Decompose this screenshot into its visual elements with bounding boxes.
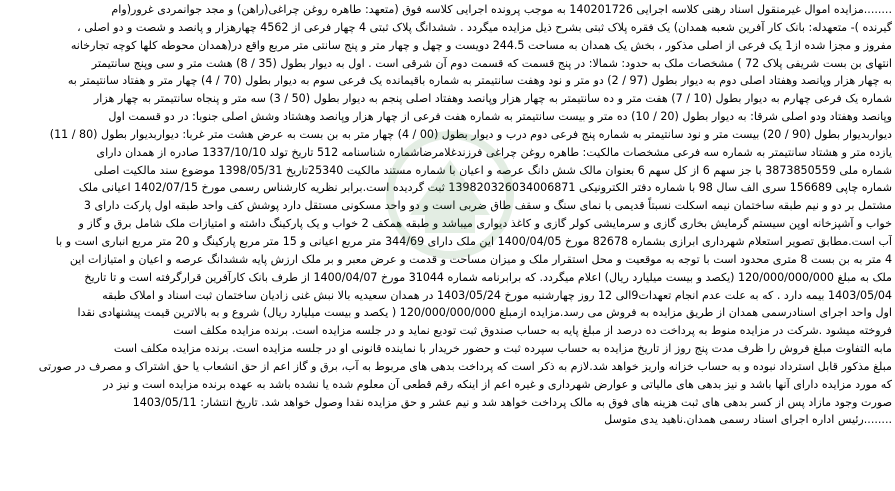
notice-line-24: ........رئیس اداره اجرای اسناد رسمی همدان.ناهید یدی متوسل: [604, 413, 892, 427]
notice-line-4: انتهای بن بست شریفی پلاک 72 ) مشخصات ملک به حدود: شمالا: در پنج قسمت که قسمت دوم آن شرقی است . اول به دیوار بطول (35 / 8) هشت متر و سی وپنج سانتیمتر: [91, 56, 892, 70]
notice-line-20: مابه التفاوت مبلغ فروش را ظرف مدت پنج روز از تاریخ مزایده به حساب سپرده ثبت و حضور خریدار با نماینده قانونی او در جلسه مزایده است. برنده مزایده مکلف است: [113, 342, 892, 356]
notice-line-14: آب است.مطابق تصویر استعلام شهرداری ابرازی بشماره 82678 مورخ 1400/04/05 این ملک دارای 344/69 متر مربع اعیانی و 15 متر مربع پارکینگ و 20 متر مربع انباری است و با: [55, 234, 892, 248]
notice-line-23: صورت وجود مازاد پس از کسر بدهی های ثبت هزینه های فوق به مالک پرداخت خواهد شد و نیم عشر و حق مزایده نقدا وصول خواهد شد. تاریخ انتشار: 1403/05/11: [132, 395, 892, 409]
notice-line-12: مشتمل بر دو و نیم طبقه ساختمان نیمه اسکلت نسبتاً قدیمی با نمای سنگ و سقف طاق ضربی است و دو واحد مسکونی مستقل دارد پوشش کف واحد طبقه اول پارکت دارای 3: [83, 199, 892, 213]
notice-line-19: فروخته میشود .شرکت در مزایده منوط به پرداخت ده درصد از مبلغ پایه به حساب صندوق ثبت تودیع نماید و در جلسه مزایده است. برنده مزایده مکلف است: [173, 324, 892, 338]
notice-line-21: مبلغ مذکور قابل استرداد نبوده و به حساب خزانه واریز خواهد شد.لازم به ذکر است که پرداخت بدهی های مربوط به آب، برق و گاز اعم از حق انشعاب یا حق اشتراک و مصرف در صورتی: [38, 359, 892, 373]
notice-line-11: شماره چاپی 156689 سری الف سال 98 با شماره دفتر الکترونیکی 139820326034006871 ثبت گردیده است.برابر نظریه کارشناس رسمی مورخ 1402/07/15 اعیانی ملک: [78, 181, 892, 195]
notice-line-8: دیواربدیوار بطول (90 / 20) بیست متر و نود سانتیمتر به شماره پنج فرعی دوم درب و دیوار بطول (00 / 4) چهار متر به بن بست به عرض هشت متر غربا: دیواربدیوار بطول (80 / 11): [49, 127, 892, 141]
notice-line-9: یازده متر و هشتاد سانتیمتر به شماره سه فرعی مشخصات مالکیت: طاهره روغن چراغی فرزندغلامرضاشماره شناسنامه 512 تاریخ تولد 1337/10/10 صادره از همدان دارای: [96, 145, 892, 159]
notice-line-1: ........مزایده اموال غیرمنقول اسناد رهنی کلاسه اجرایی 140201726 به موجب پرونده اجرایی کلاسه فوق (متعهد: طاهره روغن چراغی(راهن) و مجد جوانمردی غرور(وام: [111, 3, 892, 16]
notice-line-10: شماره ملی 3873850559 با جز سهم 6 از کل سهم 6 بعنوان مالک شش دانگ عرصه و اعیان با شماره مستند مالکیت 25340تاریخ 1398/05/31 موضوع سند مالکیت اصلی: [93, 163, 892, 177]
notice-line-22: که مورد مزایده دارای آنها باشد و نیز بدهی های مالیاتی و عوارض شهرداری و غیره اعم از اینکه رقم قطعی آن معلوم شده یا نشده باشد به عهده برنده مزایده است و نیز در: [103, 377, 892, 391]
notice-line-7: وپانصد وهفتاد ودو اصلی شرقا: به دیوار بطول (20 / 10) ده متر و بیست سانتیمتر به شماره هفت فرعی از چهار هزار وپانصد وهشتاد وشش اصلی جنوبا: در دو قسمت اول: [108, 110, 892, 124]
notice-line-3: مفروز و مجزا شده از1 یک فرعی از اصلی مذکور ، بخش یک همدان به مساحت 244.5 دویست و چهل و چهار متر و پنج سانتی متر مربع واقع در(همدان محوطه کلها کوچه تجارخانه: [70, 38, 892, 52]
notice-line-5: به چهار هزار وپانصد وهفتاد اصلی دوم به دیوار بطول (97 / 2) دو متر و نود وهفت سانتیمتر به شماره باقیمانده یک فرعی سوم به دیوار بطول (70 / 4) چهار متر و هفتاد سانتیمتر به: [67, 74, 892, 88]
notice-line-17: 1403/05/04 بیمه دارد . که به علت عدم انجام تعهدات9الی 12 روز چهارشنبه مورخ 1403/05/24 در همدان سعیدیه بالا نبش غنی زادیان ساختمان ثبت اسناد و املاک طبقه: [102, 288, 892, 302]
notice-line-15: 4 متر به بن بست 8 متری محدود است با توجه به موقعیت و محل استقرار ملک و میزان مساحت و قدمت و عرض معبر و بر ملک ارزش پایه ششدانگ عرصه و اعیان و امتیازات این: [69, 252, 892, 266]
notice-line-2: گیرنده )- متعهدله: بانک کار آفرین شعبه همدان) یک فقره پلاک ثبتی بشرح ذیل مزایده میگردد . ششدانگ پلاک ثبتی 4 چهار فرعی از 4562 چهارهزار و پانصد و شصت و دو اصلی ،: [77, 20, 892, 34]
notice-line-13: خواب و آشپزخانه اوپن سیستم گرمایش بخاری گازی و سرمایشی کولر گازی و کاغذ دیواری میباشد و طبقه همکف 2 خواب و یک پارکینگ داشته و امتیازات ملک شامل برق و گاز و: [78, 217, 892, 231]
notice-line-18: اول واحد اجرای اسنادرسمی همدان از طریق مزایده به فروش می رسد.مزایده ازمبلغ 120/000/000/000 ( یکصد و بیست میلیارد ریال) شروع و به بالاترین قیمت پیشنهادی نقدا: [77, 306, 892, 320]
notice-line-6: شماره یک فرعی چهارم به دیوار بطول (10 / 7) هفت متر و ده سانتیمتر به چهار هزار وپانصد وهفتاد اصلی پنجم به دیوار بطول (50 / 3) سه متر و پنجاه سانتیمتر به چهار هزار: [93, 92, 892, 106]
notice-line-16: ملک به مبلغ 120/000/000/000 (یکصد و بیست میلیارد ریال) اعلام میگردد. که برابرنامه شماره 31044 مورخ 1400/04/07 از طرف بانک کارآفرین قرارگرفته است و تا تاریخ: [84, 270, 892, 284]
